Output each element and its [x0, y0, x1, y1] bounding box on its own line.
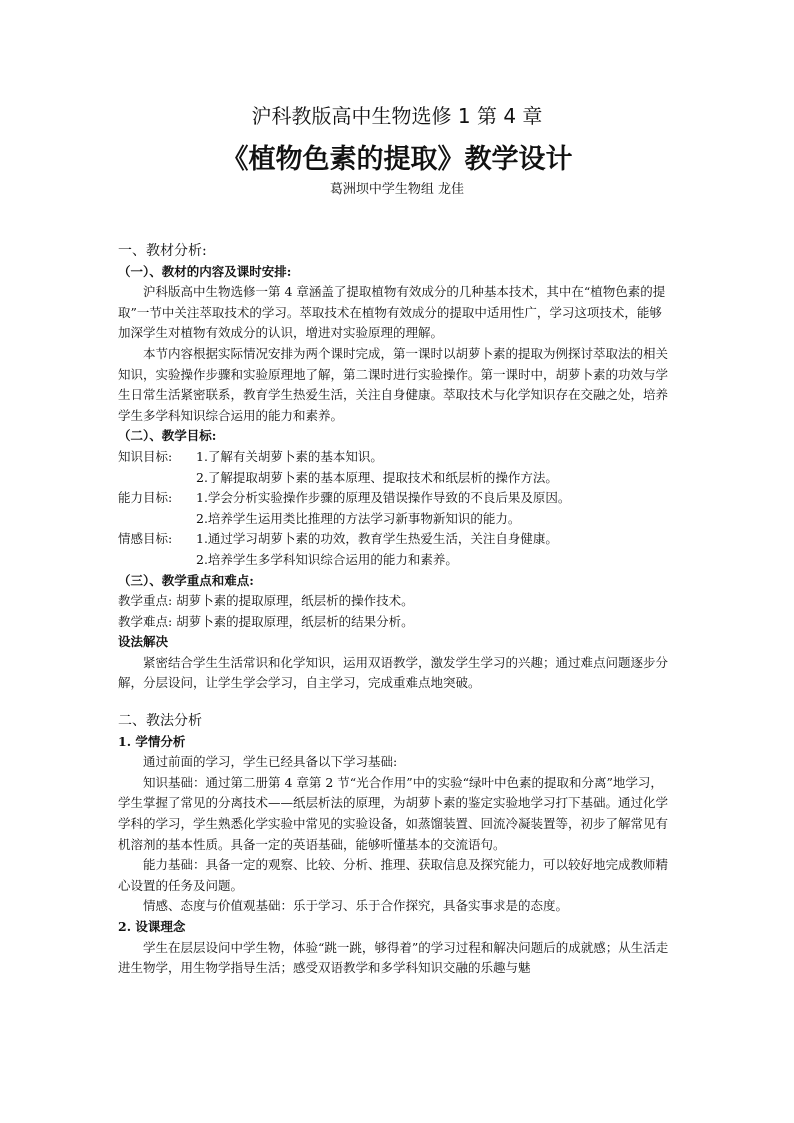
subsection-heading-goals: （二）、教学目标:: [118, 428, 217, 444]
paragraph: 沪科版高中生物选修一第 4 章涵盖了提取植物有效成分的几种基本技术，其中在“植物色素的提取”一节中关注萃取技术的学习。萃取技术在植物有效成分的提取中适用性广，学习这项技术，能够加深学生对植物有效成分的认识，增进对实验原理的理解。: [118, 284, 666, 341]
paragraph: 学生在层层设问中学生物，体验“跳一跳，够得着”的学习过程和解决问题后的成就感；从生活走进生物学，用生物学指导生活；感受双语教学和多学科知识交融的乐趣与魅: [118, 939, 669, 976]
document-subtitle: 沪科教版高中生物选修 1 第 4 章: [251, 104, 543, 128]
section-heading-textbook-analysis: 一、教材分析:: [118, 243, 207, 259]
paragraph: 通过前面的学习，学生已经具备以下学习基础:: [143, 754, 398, 770]
key-point: 教学重点: 胡萝卜素的提取原理，纸层析的操作技术。: [118, 593, 414, 609]
goal-item: 2.培养学生运用类比推理的方法学习新事物新知识的能力。: [196, 510, 521, 526]
document-title: 《植物色素的提取》教学设计: [221, 144, 573, 175]
paragraph: 情感、态度与价值观基础：乐于学习、乐于合作探究，具备实事求是的态度。: [143, 898, 569, 914]
goal-label: 知识目标:: [118, 448, 173, 464]
section-heading-teaching-method: 二、教法分析: [118, 713, 202, 730]
subsection-heading-student-analysis: 1. 学情分析: [118, 733, 186, 749]
goal-item: 2.培养学生多学科知识综合运用的能力和素养。: [196, 551, 458, 567]
paragraph: 紧密结合学生生活常识和化学知识，运用双语教学，激发学生学习的兴趣；通过难点问题逐步分解，分层设问，让学生学会学习，自主学习，完成重难点地突破。: [118, 654, 669, 691]
goal-item: 1.了解有关胡萝卜素的基本知识。: [196, 448, 383, 464]
goal-item: 1.学会分析实验操作步骤的原理及错误操作导致的不良后果及原因。: [196, 490, 571, 506]
document-author: 葛洲坝中学生物组 龙佳: [329, 182, 465, 197]
solution-heading: 设法解决: [118, 634, 169, 650]
goal-row: [118, 529, 670, 550]
subsection-heading-content: （一）、教材的内容及课时安排:: [118, 263, 292, 279]
paragraph: 知识基础：通过第二册第 4 章第 2 节“光合作用”中的实验“绿叶中色素的提取和分离”地学习，学生掌握了常见的分离技术——纸层析法的原理，为胡萝卜素的鉴定实验地学习打下基础。通过化学学科的学习，学生熟悉化学实验中常见的实验设备，如蒸馏装置、回流冷凝装置等，初步了解常见有机溶剂的基本性质。具备一定的英语基础，能够听懂基本的交流语句。: [118, 774, 669, 852]
difficult-point: 教学难点: 胡萝卜素的提取原理，纸层析的结果分析。: [118, 613, 414, 629]
goal-row: [118, 447, 670, 468]
goal-item: 2.了解提取胡萝卜素的基本原理、提取技术和纸层析的操作方法。: [196, 469, 558, 485]
subsection-heading-course-concept: 2. 设课理念: [118, 919, 186, 934]
goal-row: [118, 488, 670, 509]
goal-item: 1.通过学习胡萝卜素的功效，教育学生热爱生活，关注自身健康。: [196, 531, 558, 547]
subsection-heading-key-points: （三）、教学重点和难点:: [118, 572, 254, 588]
paragraph: 能力基础：具备一定的观察、比较、分析、推理、获取信息及探究能力，可以较好地完成教师精心设置的任务及问题。: [118, 857, 669, 893]
goal-label: 能力目标:: [118, 490, 173, 506]
paragraph: 本节内容根据实际情况安排为两个课时完成，第一课时以胡萝卜素的提取为例探讨萃取法的相关知识，实验操作步骤和实验原理地了解，第二课时进行实验操作。第一课时中，胡萝卜素的功效与学生日常生活紧密联系，教育学生热爱生活，关注自身健康。萃取技术与化学知识存在交融之处，培养学生多学科知识综合运用的能力和素养。: [118, 345, 669, 423]
document-body: [118, 241, 670, 979]
goal-label: 情感目标:: [118, 531, 173, 547]
